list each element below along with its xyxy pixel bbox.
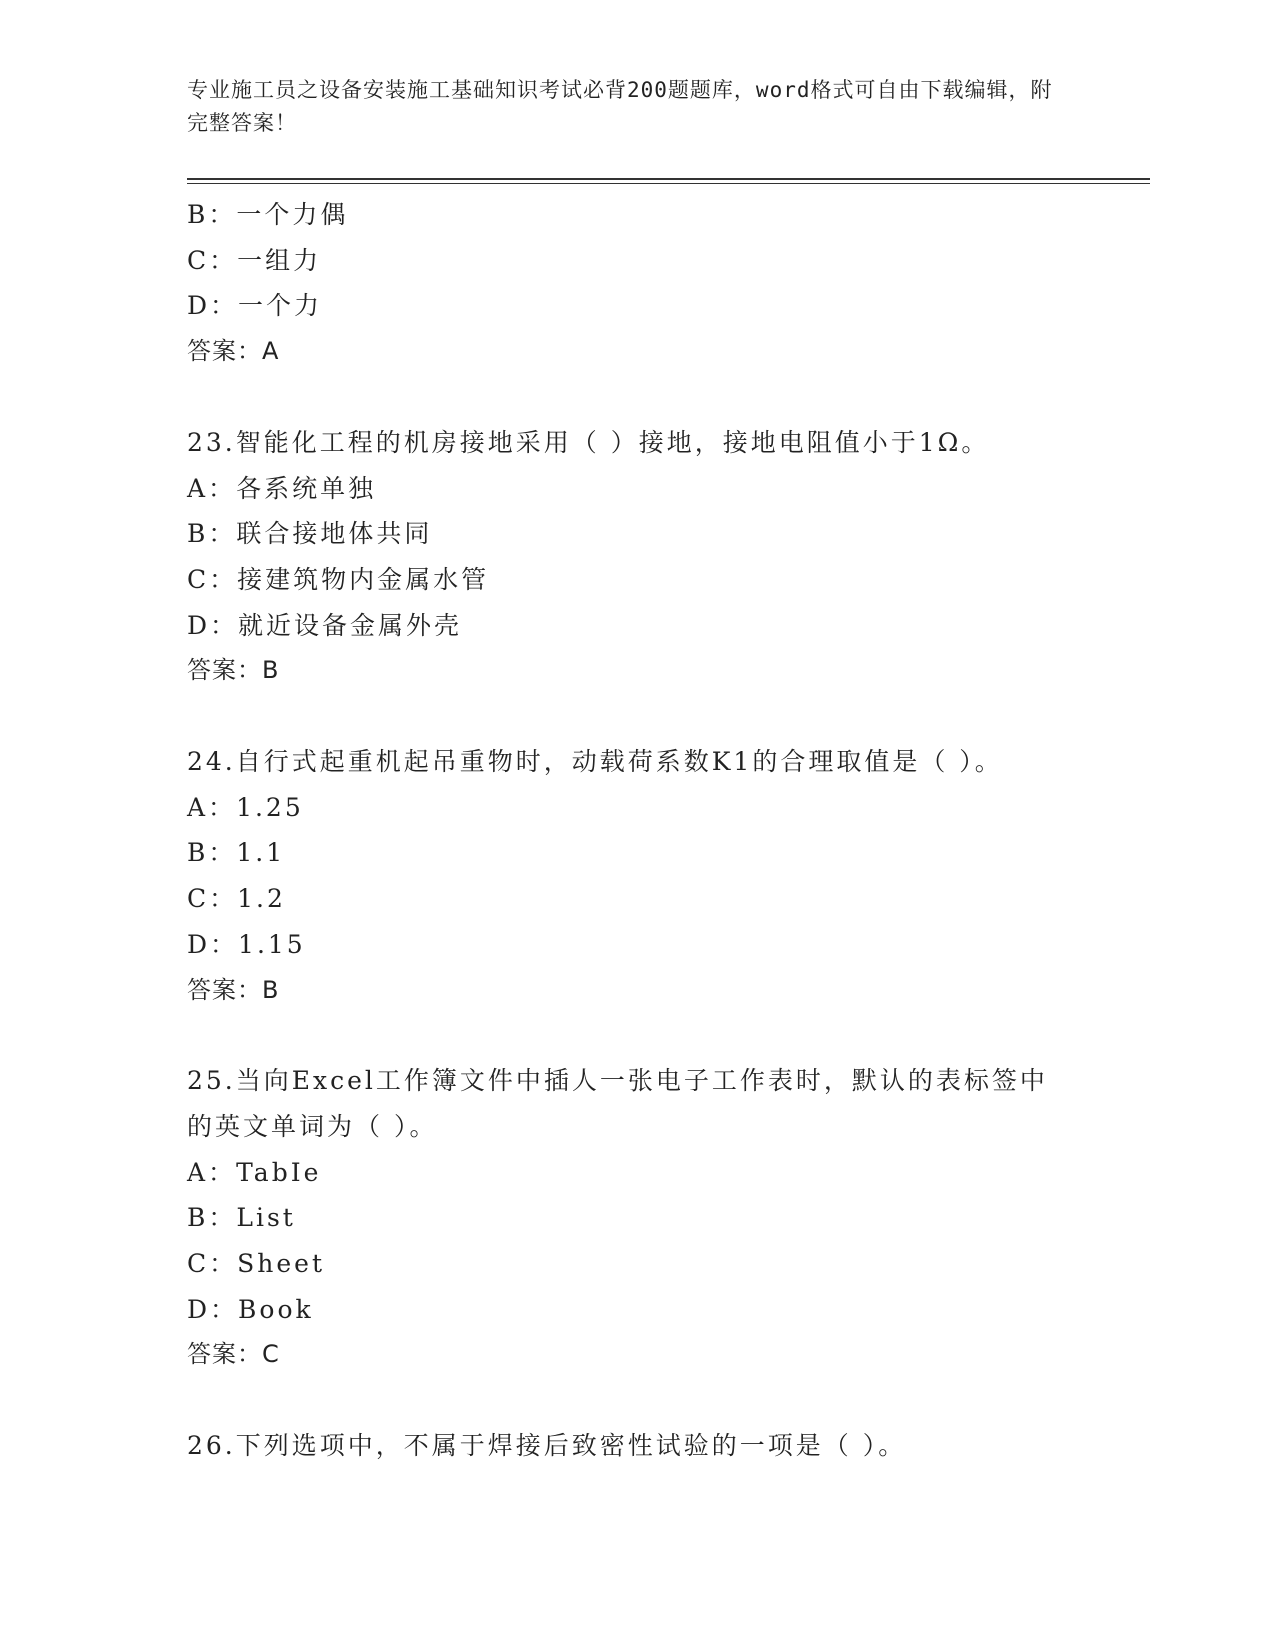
option-c: C：一组力 xyxy=(187,245,322,275)
option-d: D：一个力 xyxy=(187,291,323,321)
header-text: 专业施工员之设备安装施工基础知识考试必背200题题库，word格式可自由下载编辑，附完整答案！ xyxy=(187,78,1053,135)
option-d: D：就近设备金属外壳 xyxy=(187,610,463,640)
question-stem-line-1: 25.当向Excel工作簿文件中插人一张电子工作表时，默认的表标签中 xyxy=(187,1066,1048,1096)
answer: 答案：B xyxy=(187,975,280,1004)
header-rule-thin xyxy=(187,183,1150,184)
question-list xyxy=(187,192,1107,1469)
option-c: C：接建筑物内金属水管 xyxy=(187,564,490,594)
question-25 xyxy=(187,1058,1107,1378)
option-b: B：List xyxy=(187,1203,296,1233)
option-c: C：Sheet xyxy=(187,1249,326,1279)
document-header xyxy=(187,74,1067,140)
option-b: B：一个力偶 xyxy=(187,200,349,229)
option-a: A：TabIe xyxy=(187,1157,322,1187)
question-23 xyxy=(187,420,1107,694)
question-stem: 23.智能化工程的机房接地采用（ ）接地，接地电阻值小于1Ω。 xyxy=(187,427,990,457)
option-d: D：Book xyxy=(187,1294,314,1324)
option-a: A：1.25 xyxy=(187,792,304,822)
header-rule-thick xyxy=(187,178,1150,180)
question-26 xyxy=(187,1423,1107,1469)
question-24 xyxy=(187,739,1107,1013)
option-d: D：1.15 xyxy=(187,929,306,959)
answer: 答案：A xyxy=(187,337,280,366)
question-stem: 24.自行式起重机起吊重物时，动载荷系数K1的合理取值是（ ）。 xyxy=(187,747,1003,777)
option-a: A：各系统单独 xyxy=(187,473,377,503)
question-stem: 26.下列选项中，不属于焊接后致密性试验的一项是（ ）。 xyxy=(187,1431,907,1461)
option-b: B：1.1 xyxy=(187,838,286,868)
option-c: C：1.2 xyxy=(187,884,286,914)
answer: 答案：C xyxy=(187,1340,280,1369)
answer: 答案：B xyxy=(187,656,280,685)
question-stem-line-2: 的英文单词为（ ）。 xyxy=(187,1111,438,1141)
question-22-tail xyxy=(187,192,1107,375)
option-b: B：联合接地体共同 xyxy=(187,519,433,549)
